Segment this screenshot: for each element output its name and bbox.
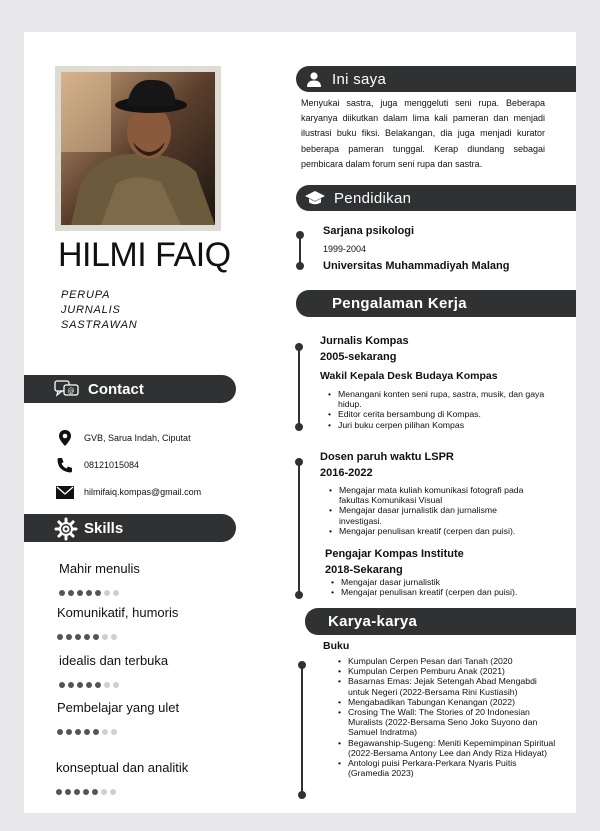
timeline-dot: [296, 231, 304, 239]
education-school: Universitas Muhammadiyah Malang: [323, 260, 510, 272]
job-bullet: • Juri buku cerpen pilihan Kompas: [338, 420, 560, 430]
job-bullets: [329, 577, 561, 597]
skill-dot: [104, 682, 110, 688]
skill-level-dots: [59, 675, 168, 682]
work-item: • Begawanship-Sugeng: Meniti Kepemimpinan Spiritual (2022-Bersama Antony Lee dan Andy Riza Hidayat): [348, 738, 556, 758]
experience-timeline-line: [298, 462, 300, 595]
skill-item: [59, 653, 168, 682]
works-subtitle: Buku: [323, 640, 350, 652]
skills-header: [24, 514, 236, 542]
skill-dot: [95, 682, 101, 688]
skill-dot: [75, 634, 81, 640]
job-org: Pengajar Kompas Institute: [325, 548, 464, 560]
works-timeline-line: [301, 664, 303, 796]
skill-dot: [84, 634, 90, 640]
work-item: • Mengabadikan Tabungan Kenangan (2022): [348, 697, 556, 707]
education-degree: Sarjana psikologi: [323, 225, 415, 237]
works-title: Karya-karya: [328, 613, 418, 630]
skill-dot: [113, 590, 119, 596]
skill-dot: [101, 789, 107, 795]
skill-dot: [93, 729, 99, 735]
skill-dot: [84, 729, 90, 735]
profile-photo-frame: [55, 66, 221, 231]
work-item: • Kumpulan Cerpen Pesan dari Tanah (2020: [348, 656, 556, 666]
skill-dot: [65, 789, 71, 795]
skill-dot: [102, 634, 108, 640]
job-bullet: • Mengajar dasar jurnalistik: [341, 577, 561, 587]
skill-dot: [66, 729, 72, 735]
skill-dot: [92, 789, 98, 795]
works-list: [336, 656, 556, 778]
skill-dot: [68, 590, 74, 596]
timeline-dot: [295, 423, 303, 431]
contact-title: Contact: [88, 381, 144, 398]
skill-dot: [59, 682, 65, 688]
skill-dot: [93, 634, 99, 640]
skill-dot: [110, 789, 116, 795]
skill-level-dots: [57, 627, 178, 634]
skill-dot: [57, 634, 63, 640]
timeline-dot: [295, 343, 303, 351]
contact-header: [24, 375, 236, 403]
job-role: Wakil Kepala Desk Budaya Kompas: [320, 370, 498, 382]
role-item: SASTRAWAN: [61, 319, 138, 331]
profile-photo: [61, 72, 215, 225]
about-text: Menyukai sastra, juga menggeluti seni rupa. Beberapa karyanya diikutkan dalam lima kali pameran dan menjadi ilustrasi buku fiksi. Belakangan, dia juga menjadi kurator beberapa pameran tunggal. Kerap diundang sebagai pembicara dalam forum seni rupa dan sastra.: [301, 98, 545, 169]
contact-phone[interactable]: 08121015084: [84, 460, 140, 470]
user-icon: [306, 71, 322, 92]
contact-email[interactable]: hilmifaiq.kompas@gmail.com: [84, 487, 202, 497]
skill-dot: [111, 729, 117, 735]
skill-dot: [74, 789, 80, 795]
skill-item: [57, 605, 178, 634]
person-name: HILMI FAIQ: [58, 236, 231, 274]
skill-level-dots: [56, 782, 188, 789]
experience-timeline-line: [298, 346, 300, 428]
job-period: 2018-Sekarang: [325, 564, 403, 576]
skill-dot: [104, 590, 110, 596]
gear-icon: [54, 517, 78, 546]
job-bullet: • Mengajar dasar jurnalistik dan jurnalisme investigasi.: [339, 505, 539, 525]
skill-item: [56, 760, 188, 789]
timeline-dot: [298, 661, 306, 669]
job-bullet: • Mengajar penulisan kreatif (cerpen dan puisi).: [339, 526, 539, 536]
work-item: • Basarnas Emas: Jejak Setengah Abad Mengabdi untuk Negeri (2022-Bersama Rini Kustiasih): [348, 676, 556, 696]
skill-dot: [95, 590, 101, 596]
email-icon: [56, 483, 74, 501]
timeline-dot: [295, 591, 303, 599]
job-bullets: [327, 485, 539, 536]
skill-dot: [56, 789, 62, 795]
roles-list: [61, 288, 137, 333]
education-header: [296, 185, 576, 211]
skill-item: [59, 561, 140, 590]
skill-dot: [66, 634, 72, 640]
experience-title: Pengalaman Kerja: [332, 295, 467, 312]
work-item: • Antologi puisi Perkara-Perkara Nyaris Puitis (Gramedia 2023): [348, 758, 556, 778]
work-item: • Crosing The Wall: The Stories of 20 Indonesian Muralists (2022-Bersama Seno Joko Suyono dan Samuel Indratma): [348, 707, 556, 738]
skill-dot: [111, 634, 117, 640]
job-bullet: • Editor cerita bersambung di Kompas.: [338, 409, 560, 419]
skill-dot: [83, 789, 89, 795]
skill-name: Mahir menulis: [59, 561, 140, 576]
location-pin-icon: [56, 429, 74, 447]
skill-dot: [86, 682, 92, 688]
skill-dot: [86, 590, 92, 596]
job-bullets: [326, 389, 560, 430]
skill-dot: [57, 729, 63, 735]
skill-dot: [75, 729, 81, 735]
role-item: PERUPA: [61, 289, 111, 301]
about-title: Ini saya: [332, 71, 387, 88]
work-item: • Kumpulan Cerpen Pemburu Anak (2021): [348, 666, 556, 676]
works-header: [305, 608, 576, 635]
skill-dot: [59, 590, 65, 596]
job-period: 2005-sekarang: [320, 351, 397, 363]
svg-text:@: @: [67, 387, 75, 395]
skill-dot: [68, 682, 74, 688]
skill-dot: [113, 682, 119, 688]
skills-title: Skills: [84, 520, 124, 537]
education-years: 1999-2004: [323, 244, 367, 254]
phone-icon: [56, 456, 74, 474]
timeline-dot: [296, 262, 304, 270]
experience-header: [296, 290, 576, 317]
graduation-cap-icon: [305, 190, 325, 211]
education-title: Pendidikan: [334, 190, 412, 207]
skill-name: Pembelajar yang ulet: [57, 700, 180, 715]
skill-dot: [77, 682, 83, 688]
role-item: JURNALIS: [61, 304, 121, 316]
job-org: Dosen paruh waktu LSPR: [320, 451, 454, 463]
skill-item: [57, 700, 179, 729]
job-bullet: • Mengajar mata kuliah komunikasi fotografi pada fakultas Komunikasi Visual: [339, 485, 539, 505]
resume-page: [24, 32, 576, 813]
skill-level-dots: [59, 583, 140, 590]
skill-name: konseptual dan analitik: [56, 760, 189, 775]
job-bullet: • Menangani konten seni rupa, sastra, musik, dan gaya hidup.: [338, 389, 560, 409]
skill-level-dots: [57, 722, 179, 729]
contact-chat-icon: [54, 378, 80, 405]
skill-dot: [77, 590, 83, 596]
timeline-dot: [295, 458, 303, 466]
job-org: Jurnalis Kompas: [320, 335, 409, 347]
timeline-dot: [298, 791, 306, 799]
job-bullet: • Mengajar penulisan kreatif (cerpen dan puisi).: [341, 587, 561, 597]
skill-name: Komunikatif, humoris: [57, 605, 179, 620]
skill-dot: [102, 729, 108, 735]
job-period: 2016-2022: [320, 467, 373, 479]
about-header: [296, 66, 576, 92]
skill-name: idealis dan terbuka: [59, 653, 169, 668]
contact-address: GVB, Sarua Indah, Ciputat: [84, 433, 191, 443]
